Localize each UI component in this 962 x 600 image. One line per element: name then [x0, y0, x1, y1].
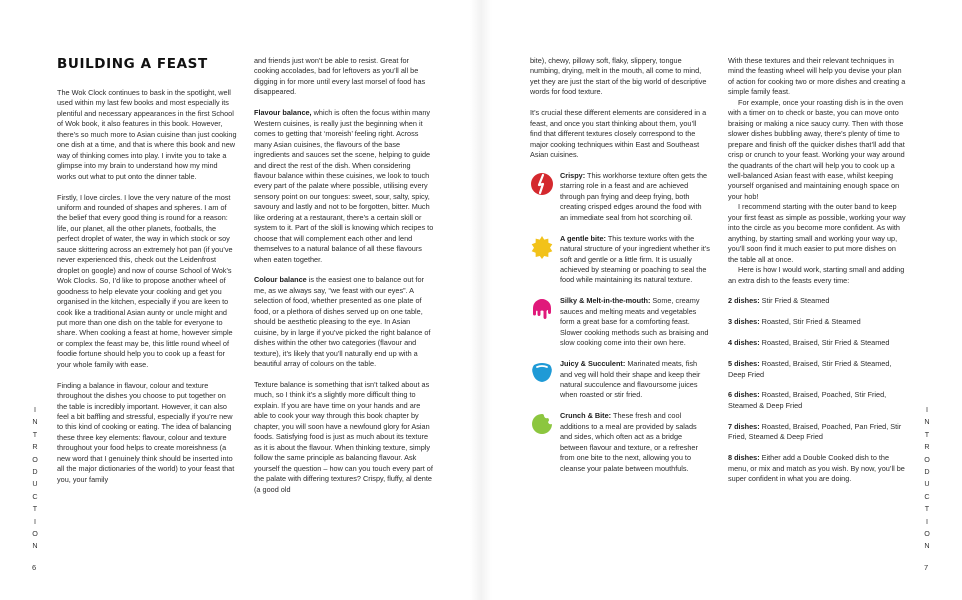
feast-label: 4 dishes: [728, 338, 760, 348]
texture-name: Silky & Melt-in-the-mouth: [560, 296, 651, 306]
feast-item-6 [728, 390, 908, 411]
feast-label: 3 dishes: [728, 317, 760, 327]
feast-item-4 [728, 338, 908, 348]
texture-desc: This workhorse texture often gets the starring role in a feast and are achieved through pan frying and deep frying, both creating crisped edges around the food with an immediate seal from hot scorching oil. [560, 170, 708, 222]
paragraph-how-i-work: Here is how I would work, starting small and adding an extra dish to the feasts every time: [728, 265, 905, 285]
feast-text: Roasted, Braised, Stir Fried & Steamed [759, 338, 890, 348]
feast-label: 7 dishes: [728, 421, 760, 431]
paragraph-balance: Finding a balance in flavour, colour and texture throughout the dishes you choose to put together on the table is incredibly important. However, it can also feel a bit baffling and stressful, especially if you’re new to this kind of cooking or eating. The idea of balancing these three key elements: flavour, colour and texture throughout your food helps to create moreishness (a new word that I genuinely think should be inserted into all the major dictionaries of the world) to your feast that you, your family [57, 380, 235, 484]
feast-text: Stir Fried & Steamed [759, 296, 830, 306]
feast-text: Roasted, Braised, Poached, Stir Fried, Steamed & Deep Fried [728, 390, 887, 410]
flavour-balance-term: Flavour balance, [254, 108, 312, 118]
paragraph-flavour-balance [254, 108, 434, 265]
paragraph-texture-words: bite), chewy, pillowy soft, flaky, slippery, tongue numbing, drying, melt in the mouth, all come to mind, yet they are just the start of the big world of descriptive words for food texture. [530, 56, 707, 97]
book-gutter [470, 0, 492, 600]
feast-label: 6 dishes: [728, 390, 760, 400]
crispy-icon [530, 172, 554, 196]
page-number-right: 7 [924, 563, 929, 572]
section-label-right: I N T R O D U C T I O N [924, 405, 930, 551]
paragraph-colour-balance [254, 275, 434, 369]
texture-desc: These fresh and cool additions to a meal are provided by salads and sides, which often act as a bridge between flavour and texture, or a refresher from one bite to the next, allowing you to cleanse your palate between mouthfuls. [560, 411, 698, 473]
paragraph-example: For example, once your roasting dish is in the oven with a timer on to check or baste, you can move onto braising or making a nice saucy curry. Then with those slower dishes bubbling away, there’s plenty of time to prepare and finish off the quicker dishes that’ll add that crisp or crunch to your feast. Working your way around the quadrants of the chart will help you to cook up a well-balanced Asian feast with ease, whilst keeping yourself organised and maintaining enough space on your hob! [728, 97, 905, 201]
texture-desc: Some, creamy sauces and melting meats and vegetables form a great base for a comforting feast. Slower cooking methods such as braising and slow cooking come into their own here. [560, 296, 709, 348]
column-3 [530, 56, 710, 484]
juicy-icon [530, 360, 554, 384]
gentle-bite-icon [530, 235, 554, 259]
crunch-icon [530, 412, 554, 436]
feast-item-2 [728, 296, 908, 306]
texture-item-juicy [530, 359, 710, 401]
column-4 [728, 56, 908, 495]
texture-item-silky [530, 296, 710, 348]
feast-item-7 [728, 422, 908, 443]
texture-name: Juicy & Succulent: [560, 359, 626, 369]
feast-item-5 [728, 359, 908, 380]
colour-balance-text: is the easiest one to balance out for me, as we always say, “we feast with our eyes”. A selection of food, whether presented as one plate of food, or a plethora of dishes served up on one table, should be aesthetic pleasing to the eye. In Asian cuisine, by in large if you’ve picked the right balance of dishes within the other two categories (flavour and texture), it’s likely that you’ll naturally end up with a beautiful array of colours on the table. [254, 275, 431, 369]
column-2 [254, 56, 434, 505]
paragraph-recommend: I recommend starting with the outer band to keep your first feast as simple as possible, working your way into the circle as you become more confident. As with anything, by starting small and working your way up, you’ll soon find it much easier to put more dishes on the table all at once. [728, 202, 906, 264]
paragraph-texture-balance: Texture balance is something that isn’t talked about as much, so I think it’s a slightly more difficult thing to explain. If you are have time on your hands and are able to cook your way through this book chapter by chapter, you will soon have a newfound glory for Asian foods. Satisfying food is just as much about its texture as it is about the flavour. When thinking texture, simply follow the same principle as balancing flavour. Ask yourself the question – how can you touch every part of the palate with differing textures? Crispy, fluffy, al dente (a good old [254, 380, 433, 494]
silky-icon [530, 297, 554, 321]
feast-text: Roasted, Braised, Poached, Pan Fried, Stir Fried, Steamed & Deep Fried [728, 421, 902, 442]
feast-label: 2 dishes: [728, 296, 760, 306]
texture-name: Crunch & Bite: [560, 411, 612, 421]
texture-name: Crispy: [560, 170, 586, 180]
feast-text: Roasted, Braised, Stir Fried & Steamed, Deep Fried [728, 359, 892, 379]
section-label-left: I N T R O D U C T I O N [32, 405, 38, 551]
paragraph-circles: Firstly, I love circles. I love the very nature of the most uniform and rounded of shapes and spheres. I am of the belief that every good thing is round for a reason: life, our planet, all the other planets, footballs, the perfect droplet of water, the way in which stock or soy sauce skittering across an extremely hot pan (if you’ve never experienced this, check out the Leidenfrost droplet on google) and now of course School of Wok’s Wok Clocks. So, I’d like to propose another wheel of goodness to help elevate your cooking and get you organised in the kitchen, especially if you are keen to cook like a traditional Asian aunty or uncle might and put more than one dish on the table for everyone to share. When cooking a feast at home, however simple or complex the feast may be, this little round wheel of foodie fortune should help you to cook up a feast for your whole family with ease. [57, 192, 233, 369]
texture-desc: Marinated meats, fish and veg will hold their shape and keep their natural succulence and flavoursome juices when roasted or stir fried. [560, 359, 701, 400]
feast-label: 5 dishes: [728, 359, 760, 369]
feast-text: Roasted, Stir Fried & Steamed [759, 317, 861, 327]
texture-item-crispy [530, 171, 710, 223]
feast-text: Either add a Double Cooked dish to the menu, or mix and match as you wish. By now, you’ll be super confident in what you are doing. [728, 453, 905, 484]
paragraph-friends: and friends just won’t be able to resist. Great for cooking accolades, bad for leftovers as you’ll all be digging in for more until every last morsel of food has disappeared. [254, 56, 426, 97]
paragraph-crucial: It’s crucial these different elements are considered in a feast, and once you start thinking about them, you’ll find that different textures closely correspond to the major cooking techniques within East and Southeast Asian cuisines. [530, 108, 707, 160]
page-number-left: 6 [32, 563, 37, 572]
feast-item-3 [728, 317, 908, 327]
feast-item-8 [728, 453, 908, 484]
paragraph-techniques: With these textures and their relevant techniques in mind the feasting wheel will help you devise your plan of action for cooking two or more dishes and creating a simple family feast. [728, 56, 906, 97]
flavour-balance-text: which is often the focus within many Western cuisines, is really just the beginning when it comes to getting that ‘moreish’ feeling right. Across many Asian cuisines, the flavours of the base ingredients and sauces set the scene, helping to guide and direct the rest of the dish. When considering flavour balance within these cuisines, we look to touch every part of the palate where possible, utilising every sensory point on our tongues: sweet, sour, salty, spicy, savoury and lastly and not to be forgotten, bitter. Much like ordering at a restaurant, there’s a certain skill or system to it. Part of the skill is knowing which recipes to choose that will complement each other and lend themselves to a natural balance of all these flavours when eaten together. [254, 108, 434, 264]
feast-label: 8 dishes: [728, 453, 760, 463]
column-1 [57, 56, 237, 496]
texture-item-gentle-bite [530, 234, 710, 286]
texture-name: A gentle bite: [560, 233, 606, 243]
page-title: BUILDING A FEAST [57, 56, 208, 72]
paragraph-wok-clock: The Wok Clock continues to bask in the spotlight, well used within my last few books and most especially its plentiful and necessary appearances in the first School of Wok book, it also features in this book. However, there’s so much more to Asian cuisine than just cooking one dish at a time, and that is where this book and new way of thinking comes into play. I invite you to take a glimpse into my brain to understand how my mind works out what to put onto the dinner table. [57, 88, 237, 181]
texture-desc: This texture works with the natural structure of your ingredient whether it’s soft and gentle or a little firm. It is usually achieved by steaming or poaching to seal the food while maintaining its natural texture. [560, 233, 710, 285]
texture-item-crunch [530, 411, 710, 474]
colour-balance-term: Colour balance [254, 275, 307, 285]
